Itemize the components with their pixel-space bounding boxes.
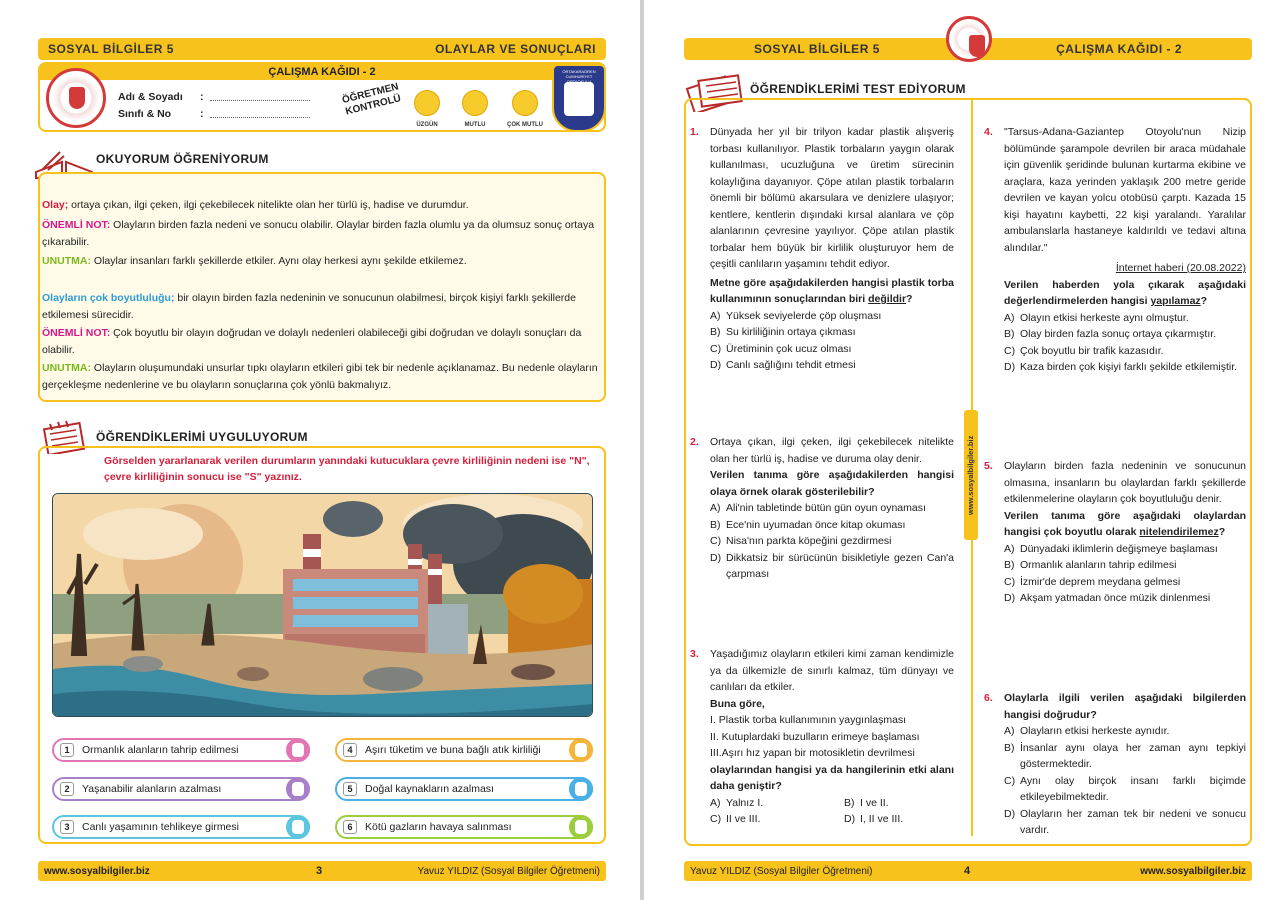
question-6: 6. Olaylarla ilgili verilen aşağıdaki bilgilerden hangisi doğrudur? A) Olayların etkisi herkeste aynıdır. B) İnsanlar aynı olaya her zaman aynı tepkiyi göstermektedir. C) Aynı olay birçok insanı farklı biçimde etkileyebilmektedir. D) Olayların her zaman tek bir nedeni ve sonucu vardır. xyxy=(984,690,1246,839)
answer-box-1[interactable] xyxy=(286,738,310,762)
option-c[interactable]: C) Aynı olay birçok insanı farklı biçimde etkileyebilmektedir. xyxy=(1004,774,1246,803)
name-field[interactable] xyxy=(210,91,310,101)
item-3 xyxy=(52,815,310,839)
question-5: 5. Olayların birden fazla nedeninin ve sonucunun olmasına, insanların bu olaylardan farklı şekillerde etkilenmelerine olayların çok boyutluluğu denir. Verilen tanıma göre aşağıdaki olaylardan hangisi çok boyutlu olarak nitelendirilemez? A) Dünyadaki iklimlerin değişmeye başlaması B) Ormanlık alanların tahrip edilmesi C) İzmir'de deprem meydana gelmesi D) Akşam yatmadan önce müzik dinlenmesi xyxy=(984,458,1246,607)
vertical-site-label: www.sosyalbilgiler.biz xyxy=(964,410,978,540)
page-number: 3 xyxy=(316,865,323,877)
item-2 xyxy=(52,777,310,801)
item-5 xyxy=(335,777,593,801)
question-4-body: "Tarsus-Adana-Gaziantep Otoyolu'nun Nizip bölümünde şarampole devrilen bir araca müdahale için güvenlik şeridinde bulunan kurtarma ekibine ve araçlara, kaza yerinden yaklaşık 200 metre geride devrilen ve kayan yolcu otobüsü çarptı. Kazada 15 kişi hayatını kaybetti, 22 kişi yaralandı. Yaralılar ambulanslarla hastaneye kaldırıldı ve tedavi altına alındılar." xyxy=(1004,126,1246,254)
item-text: Aşırı tüketim ve buna bağlı atık kirliliği xyxy=(365,744,541,756)
column-line-top xyxy=(971,100,973,410)
school-logo-icon: ORTAKARAÖREN CUMHURİYET ORTAOKULU xyxy=(552,64,606,132)
item-text: Doğal kaynakların azalması xyxy=(365,783,494,795)
question-3-stem: olaylarından hangisi ya da hangilerinin etki alanı daha geniştir? xyxy=(710,763,954,792)
news-source: İnternet haberi (20.08.2022) xyxy=(1115,262,1246,274)
very-happy-face-icon[interactable] xyxy=(512,90,538,116)
option-a[interactable]: A) Olayların etkisi herkeste aynıdır. xyxy=(1004,725,1170,737)
item-text: Yaşanabilir alanların azalması xyxy=(82,783,222,795)
option-d[interactable]: D) Akşam yatmadan önce müzik dinlenmesi xyxy=(1004,592,1211,604)
face-label-sad: ÜZGÜN xyxy=(416,122,438,128)
question-4: 4. "Tarsus-Adana-Gaziantep Otoyolu'nun Nizip bölümünde şarampole devrilen bir araca müdahale için güvenlik şeridinde bulunan kurtarma ekibine ve araçlara, kaza yerinden yaklaşık 200 metre geride devrilen ve kayan yolcu otobüsü çarptı. Kazada 15 kişi hayatını kaybetti, 22 kişi yaralandı. Yaralılar ambulanslarla hastaneye kaldırıldı ve tedavi altına alındılar." İnternet haberi (20.08.2022) Verilen haberden yola çıkarak aşağıdaki değerlendirmelerden hangisi yapılamaz? A) Olayın etkisi herkeste aynı olmuştur. B) Olay birden fazla sonuç ortaya çıkarmıştır. C) Çok boyutlu bir trafik kazasıdır. D) Kaza birden çok kişiyi farklı şekilde etkilemiştir. xyxy=(984,124,1246,376)
footer-author: Yavuz YILDIZ (Sosyal Bilgiler Öğretmeni) xyxy=(417,865,600,877)
footer-site[interactable]: www.sosyalbilgiler.biz xyxy=(44,865,150,877)
option-d[interactable]: D) Olayların her zaman tek bir nedeni ve sonucu vardır. xyxy=(1004,807,1246,836)
info-note-1: ÖNEMLİ NOT: Olayların birden fazla nedeni ve sonucu olabilir. Olaylar birden fazla olumlu ya da olumsuz sonuç ortaya çıkarabilir. xyxy=(42,219,595,248)
option-b[interactable]: B) İnsanlar aynı olaya her zaman aynı tepkiyi göstermektedir. xyxy=(1004,741,1246,770)
item-text: Kötü gazların havaya salınması xyxy=(365,821,512,833)
sheet-title: ÇALIŞMA KAĞIDI - 2 xyxy=(1056,42,1182,56)
question-1-stem: Metne göre aşağıdakilerden hangisi plastik torba kullanımının sonuçlarından biri değildir? xyxy=(710,276,954,305)
column-line-bottom xyxy=(971,540,973,836)
pollution-illustration xyxy=(52,493,593,717)
option-b[interactable]: B) I ve II. xyxy=(844,796,889,809)
option-a[interactable]: A) Olayın etkisi herkeste aynı olmuştur. xyxy=(1004,311,1189,324)
answer-box-6[interactable] xyxy=(569,815,593,839)
class-row: Sınıfı & No : xyxy=(118,106,171,123)
sheet-title: ÇALIŞMA KAĞIDI - 2 xyxy=(40,64,604,80)
apply-instruction: Görselden yararlanarak verilen durumların yanındaki kutucuklara çevre kirliliğinin nedeni ise "N", çevre kirliliğinin sonucu ise "S" yazınız. xyxy=(104,455,590,483)
answer-box-4[interactable] xyxy=(569,738,593,762)
item-number: 6 xyxy=(343,820,357,834)
sad-face-icon[interactable] xyxy=(414,90,440,116)
page-3 xyxy=(0,0,640,900)
item-text: Canlı yaşamının tehlikeye girmesi xyxy=(82,821,239,833)
footer-author: Yavuz YILDIZ (Sosyal Bilgiler Öğretmeni) xyxy=(690,865,873,877)
option-b[interactable]: B) Olay birden fazla sonuç ortaya çıkarmıştır. xyxy=(1004,328,1217,340)
option-c[interactable]: C) Nisa'nın parkta köpeğini gezdirmesi xyxy=(710,535,892,547)
header-bar xyxy=(38,38,606,60)
option-d[interactable]: D) I, II ve III. xyxy=(844,813,904,825)
item-number: 5 xyxy=(343,782,357,796)
statement-1: I. Plastik torba kullanımının yaygınlaşması xyxy=(710,714,907,726)
question-1: 1. Dünyada her yıl bir trilyon kadar plastik alışveriş torbası kullanılıyor. Plastik torbaların yaygın olarak kullanılması, ucuzluğuna ve üretim sürecinin kolaylığına dayanıyor. Çöpe atılan plastik torbaların önemli bir bölümü akarsulara ve denizlere ulaşıyor; kentlere, kentlerin dışındaki kırsal alanlara ve çöp alanlarının çevresine yayılıyor. Çöpe atılan plastik torbalar hem büyük bir kirlilik oluşturuyor hem de çeşitli canlıların yaşamını tehdit ediyor. Metne göre aşağıdakilerden hangisi plastik torba kullanımının sonuçlarından biri değildir? A) Yüksek seviyelerde çöp oluşması B) Su kirliliğinin ortaya çıkması C) Üretiminin çok ucuz olması D) Canlı sağlığını tehdit etmesi xyxy=(690,124,954,374)
subject-title: SOSYAL BİLGİLER 5 xyxy=(48,42,174,56)
question-3: 3. Yaşadığımız olayların etkileri kimi zaman kendimizle ya da ülkemizle de sınırlı kalmaz, tüm dünyayı ve canlıları da etkiler. Buna göre, I. Plastik torba kullanımının yaygınlaşması II. Kutuplardaki buzulların erimeye başlaması III.Aşırı hız yapan bir motosikletin devrilmesi olaylarından hangisi ya da hangilerinin etki alanı daha geniştir? A) Yalnız I. B) I ve II. C) II ve III. D) I, II ve III. xyxy=(690,646,954,828)
item-text: Ormanlık alanların tahrip edilmesi xyxy=(82,744,239,756)
item-number: 2 xyxy=(60,782,74,796)
option-b[interactable]: B) Ormanlık alanların tahrip edilmesi xyxy=(1004,559,1177,571)
option-a[interactable]: A) Ali'nin tabletinde bütün gün oyun oynaması xyxy=(710,502,926,514)
section-test-title: ÖĞRENDİKLERİMİ TEST EDİYORUM xyxy=(750,82,966,96)
footer-bar xyxy=(38,861,606,881)
answer-box-2[interactable] xyxy=(286,777,310,801)
item-6 xyxy=(335,815,593,839)
question-2-stem: Verilen tanıma göre aşağıdakilerden hangisi olaya örnek olarak gösterilebilir? xyxy=(710,469,954,498)
item-4 xyxy=(335,738,593,762)
info-multidim: Olayların çok boyutluluğu; bir olayın birden fazla nedeninin ve sonucunun olabilmesi, birçok kişiyi farklı şekillerde etkilemesi sürecidir. xyxy=(42,292,576,321)
footer-bar xyxy=(684,861,1252,881)
page-4 xyxy=(644,0,1284,900)
item-number: 3 xyxy=(60,820,74,834)
subject-title: SOSYAL BİLGİLER 5 xyxy=(754,42,880,56)
question-3-body: Yaşadığımız olayların etkileri kimi zaman kendimizle ya da ülkemizle de sınırlı kalmaz, tüm dünyayı ve canlıları da etkiler. xyxy=(710,648,954,693)
question-4-stem: Verilen haberden yola çıkarak aşağıdaki değerlendirmelerden hangisi yapılamaz? xyxy=(1004,278,1246,307)
info-remember-2: UNUTMA: Olayların oluşumundaki unsurlar tıpkı olayların etkileri gibi tek bir nedenle açıklanamaz. Bu nedenle olayların gerçekleşme nedenlerine ve bu olayların sonuçlarına çok yönlü bakmalıyız. xyxy=(42,362,598,391)
page-number: 4 xyxy=(964,865,971,877)
ministry-seal-icon xyxy=(946,16,992,62)
option-a[interactable]: A) Dünyadaki iklimlerin değişmeye başlaması xyxy=(1004,542,1218,555)
name-row: Adı & Soyadı : xyxy=(118,89,183,106)
option-d[interactable]: D) Kaza birden çok kişiyi farklı şekilde etkilemiştir. xyxy=(1004,361,1238,373)
section-read-title: OKUYORUM ÖĞRENİYORUM xyxy=(96,152,269,166)
teacher-check-label: ÖĞRETMEN KONTROLÜ xyxy=(341,81,403,118)
option-c[interactable]: C) Üretiminin çok ucuz olması xyxy=(710,342,852,355)
statement-2: II. Kutuplardaki buzulların erimeye başlaması xyxy=(710,730,920,743)
question-3-lead: Buna göre, xyxy=(710,697,765,710)
unit-title: OLAYLAR VE SONUÇLARI xyxy=(435,42,596,56)
face-label-happy: MUTLU xyxy=(464,122,486,128)
ministry-seal-icon xyxy=(46,68,106,128)
face-label-very-happy: ÇOK MUTLU xyxy=(507,122,543,128)
option-c[interactable]: C) II ve III. xyxy=(710,813,761,825)
answer-box-3[interactable] xyxy=(286,815,310,839)
option-b[interactable]: B) Su kirliliğinin ortaya çıkması xyxy=(710,326,856,338)
option-c[interactable]: C) Çok boyutlu bir trafik kazasıdır. xyxy=(1004,344,1164,357)
option-b[interactable]: B) Ece'nin uyumadan önce kitap okuması xyxy=(710,518,906,531)
question-2-body: Ortaya çıkan, ilgi çeken, ilgi çekebilecek nitelikte olan her türlü iş, hadise ve duruma olay denir. xyxy=(710,436,954,465)
happy-face-icon[interactable] xyxy=(462,90,488,116)
info-remember-1: UNUTMA: Olaylar insanları farklı şekillerde etkiler. Aynı olay herkesi aynı şekilde etkilemez. xyxy=(42,255,467,267)
option-a[interactable]: A) Yalnız I. xyxy=(710,796,764,809)
question-6-stem: Olaylarla ilgili verilen aşağıdaki bilgilerden hangisi doğrudur? xyxy=(1004,692,1246,721)
info-olay: Olay; ortaya çıkan, ilgi çeken, ilgi çekebilecek nitelikte olan her türlü iş, hadise ve durumdur. xyxy=(42,199,469,211)
option-d[interactable]: D) Canlı sağlığını tehdit etmesi xyxy=(710,359,856,371)
item-number: 1 xyxy=(60,743,74,757)
statement-3: III.Aşırı hız yapan bir motosikletin devrilmesi xyxy=(710,747,915,759)
question-5-body: Olayların birden fazla nedeninin ve sonucunun olmasına, insanların bu olaylardan farklı şekillerde etkilenmelerine olayların çok boyutluluğu denir. xyxy=(1004,460,1246,505)
item-number: 4 xyxy=(343,743,357,757)
item-1 xyxy=(52,738,310,762)
option-c[interactable]: C) İzmir'de deprem meydana gelmesi xyxy=(1004,575,1181,588)
question-1-body: Dünyada her yıl bir trilyon kadar plastik alışveriş torbası kullanılıyor. Plastik torbaların yaygın olarak kullanılması, ucuzluğuna ve üretim sürecinin kolaylığına dayanıyor. Çöpe atılan plastik torbaların önemli bir bölümü akarsulara ve denizlere ulaşıyor; kentlere, kentlerin dışındaki kırsal alanlara ve çöp alanlarının çevresine yayılıyor. Çöpe atılan plastik torbalar hem büyük bir kirlilik oluşturuyor hem de çeşitli canlıların yaşamını tehdit ediyor. xyxy=(710,126,954,270)
question-2: 2. Ortaya çıkan, ilgi çeken, ilgi çekebilecek nitelikte olan her türlü iş, hadise ve duruma olay denir. Verilen tanıma göre aşağıdakilerden hangisi olaya örnek olarak gösterilebilir? A) Ali'nin tabletinde bütün gün oyun oynaması B) Ece'nin uyumadan önce kitap okuması C) Nisa'nın parkta köpeğini gezdirmesi D) Dikkatsiz bir sürücünün bisikletiyle gezen Can'a çarpması xyxy=(690,434,954,583)
section-apply-title: ÖĞRENDİKLERİMİ UYGULUYORUM xyxy=(96,430,308,444)
question-5-stem: Verilen tanıma göre aşağıdaki olaylardan hangisi çok boyutlu olarak nitelendirilemez? xyxy=(1004,509,1246,538)
class-field[interactable] xyxy=(210,108,310,118)
answer-box-5[interactable] xyxy=(569,777,593,801)
footer-site[interactable]: www.sosyalbilgiler.biz xyxy=(1140,865,1246,877)
option-d[interactable]: D) Dikkatsiz bir sürücünün bisikletiyle gezen Can'a çarpması xyxy=(710,551,954,580)
option-a[interactable]: A) Yüksek seviyelerde çöp oluşması xyxy=(710,309,882,322)
info-note-2: ÖNEMLİ NOT: Çok boyutlu bir olayın doğrudan ve dolaylı nedenleri olabileceği gibi doğrudan ve dolaylı sonuçları da olabilir. xyxy=(42,327,582,356)
